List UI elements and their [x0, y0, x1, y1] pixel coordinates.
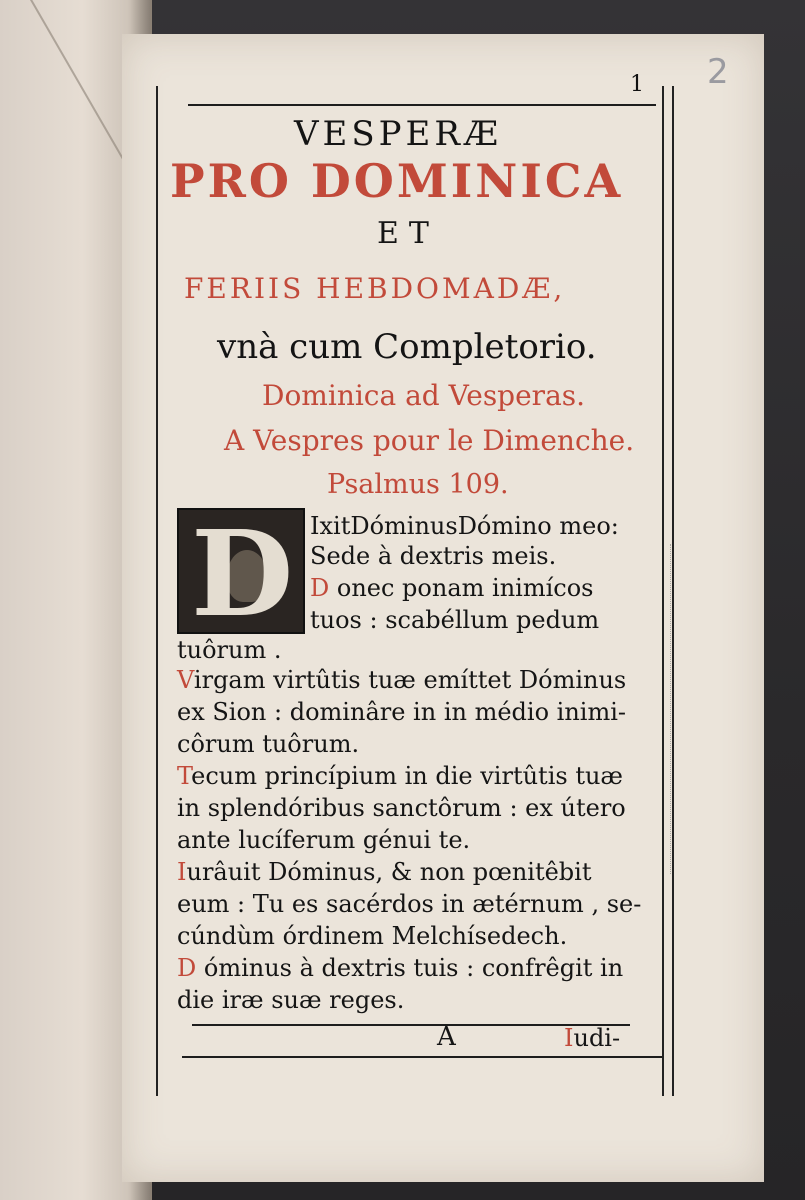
text-line: ex Sion : dominâre in in médio inimi- [177, 698, 627, 726]
title-feriis: FERIIS HEBDOMADÆ, [184, 272, 566, 305]
rubric-latin: Dominica ad Vesperas. [262, 379, 586, 412]
margin-marks [670, 544, 681, 874]
pencil-page-mark: 2 [707, 52, 729, 92]
text-line: Virgam virtûtis tuæ emíttet Dóminus [177, 666, 627, 694]
text-line: Tecum princípium in die virtûtis tuæ [177, 762, 623, 790]
title-vesperae: VESPERÆ [294, 114, 502, 154]
text-line: Sede à dextris meis. [310, 542, 557, 570]
text-line: côrum tuôrum. [177, 730, 360, 758]
text-line: eum : Tu es sacérdos in ætérnum , se- [177, 890, 642, 918]
catchword: Iudi- [564, 1024, 621, 1052]
rubric-french: A Vespres pour le Dimenche. [224, 424, 635, 457]
subtitle-completorio: vnà cum Completorio. [217, 327, 597, 367]
text-line: D óminus à dextris tuis : confrêgit in [177, 954, 624, 982]
title-et: ET [377, 216, 439, 251]
text-line: Iurâuit Dóminus, & non pœnitêbit [177, 858, 592, 886]
text-line: cúndùm órdinem Melchísedech. [177, 922, 568, 950]
text-line: ante lucíferum génui te. [177, 826, 471, 854]
header-rule [188, 104, 656, 106]
text-line: D onec ponam inimícos [310, 574, 594, 602]
decorated-initial [177, 504, 305, 643]
title-pro-dominica: PRO DOMINICA [170, 154, 624, 208]
text-line: IxitDóminusDómino meo: [310, 512, 619, 540]
psalm-heading: Psalmus 109. [327, 469, 509, 500]
signature-mark: A [437, 1022, 456, 1052]
footer-rule-outer [182, 1056, 662, 1058]
initial-letter: D [191, 504, 294, 643]
text-line: tuôrum . [177, 636, 282, 664]
text-line: in splendóribus sanctôrum : ex útero [177, 794, 626, 822]
text-line: tuos : scabéllum pedum [310, 606, 600, 634]
book-page [122, 34, 764, 1182]
page-fold-line [30, 0, 127, 165]
folio-number: 1 [630, 72, 644, 97]
text-line: die iræ suæ reges. [177, 986, 405, 1014]
